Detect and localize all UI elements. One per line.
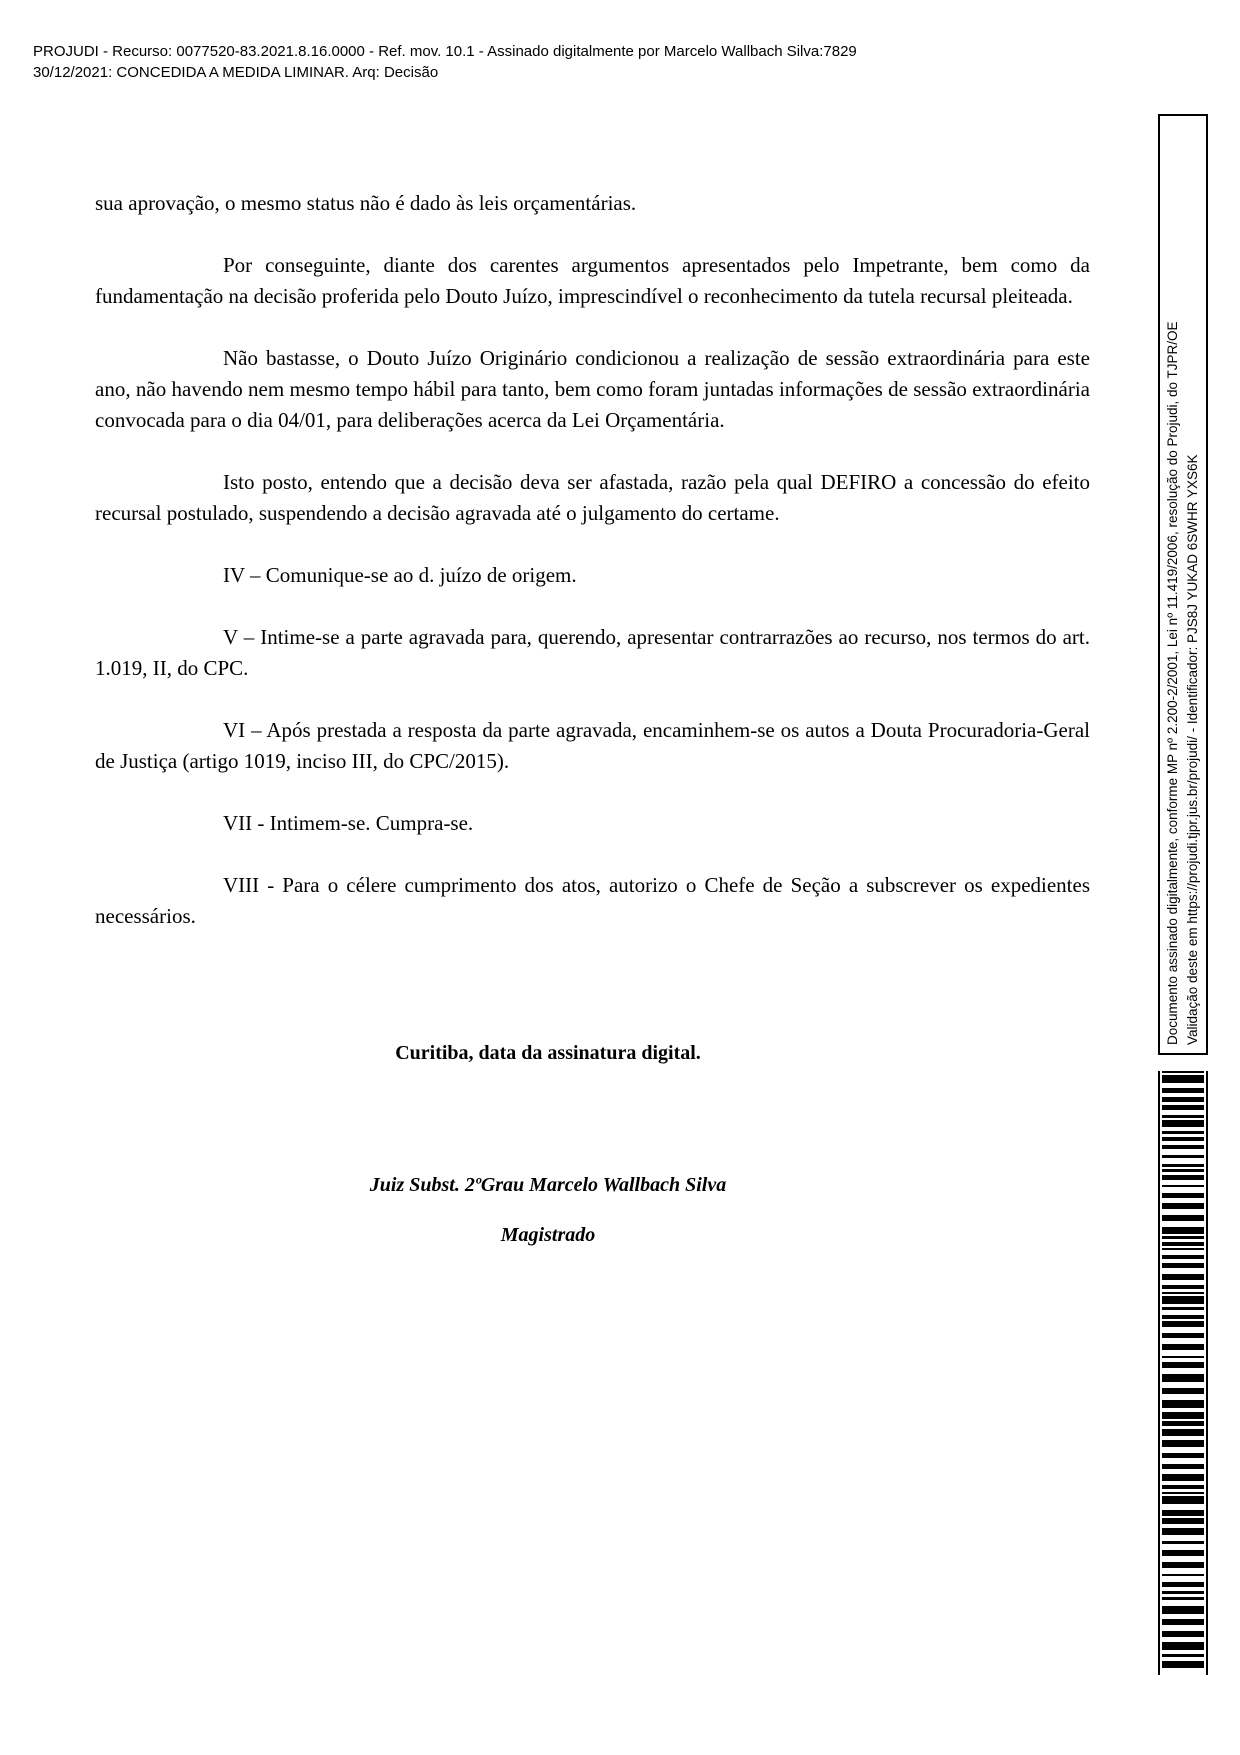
barcode-bar [1162, 1242, 1204, 1246]
barcode-bar [1162, 1137, 1204, 1141]
barcode-bar [1162, 1631, 1204, 1637]
barcode-bar [1162, 1248, 1204, 1250]
barcode-bar [1162, 1464, 1204, 1469]
paragraph: VI – Após prestada a resposta da parte agravada, encaminhem-se os autos a Douta Procuradoria-Geral de Justiça (artigo 1019, inciso III, do CPC/2015). [95, 718, 1090, 773]
paragraph: VIII - Para o célere cumprimento dos atos, autorizo o Chefe de Seção a subscrever os expedientes necessários. [95, 873, 1090, 928]
barcode-bar [1162, 1296, 1204, 1304]
barcode-bar [1162, 1356, 1204, 1358]
barcode-bar [1162, 1227, 1204, 1234]
barcode-bar [1162, 1263, 1204, 1268]
barcode-bar [1162, 1582, 1204, 1587]
barcode-bar [1162, 1321, 1204, 1327]
barcode-bar [1162, 1155, 1204, 1158]
barcode-bar [1162, 1255, 1204, 1259]
barcode-bar [1162, 1485, 1204, 1489]
header-line2: 30/12/2021: CONCEDIDA A MEDIDA LIMINAR. Arq: Decisão [33, 64, 439, 81]
barcode-bar [1162, 1145, 1204, 1149]
validation-line1: Documento assinado digitalmente, conforme MP nº 2.200-2/2001, Lei nº 11.419/2006, resolução do Projudi, do TJPR/OE [1165, 321, 1180, 1045]
dateline: Curitiba, data da assinatura digital. [395, 1042, 701, 1064]
paragraph: Por conseguinte, diante dos carentes argumentos apresentados pelo Impetrante, bem como da fundamentação na decisão proferida pelo Douto Juízo, imprescindível o reconhecimento da tutela recursal pleiteada. [95, 253, 1090, 308]
barcode-bar [1162, 1105, 1204, 1110]
barcode-bar [1162, 1518, 1204, 1524]
barcode-bar [1162, 1528, 1204, 1535]
barcode-bar [1162, 1474, 1204, 1481]
barcode-bar [1162, 1088, 1204, 1093]
barcode-bar [1162, 1661, 1204, 1668]
barcode-bar [1162, 1164, 1204, 1167]
barcode-bar [1162, 1510, 1204, 1516]
paragraph: VII - Intimem-se. Cumpra-se. [223, 811, 474, 835]
barcode-bar [1162, 1169, 1204, 1172]
barcode-bar [1162, 1429, 1204, 1436]
barcode-bar [1162, 1606, 1204, 1614]
barcode-bar [1162, 1412, 1204, 1419]
barcode-bar [1162, 1274, 1204, 1280]
signature-name: Juiz Subst. 2ºGrau Marcelo Wallbach Silva [369, 1174, 727, 1196]
barcode-bar [1162, 1193, 1204, 1198]
barcode-bar [1162, 1097, 1204, 1102]
barcode-bar [1162, 1550, 1204, 1556]
barcode-bar [1162, 1075, 1204, 1083]
barcode-bar [1162, 1236, 1204, 1239]
barcode-bar [1162, 1496, 1204, 1504]
barcode-bar [1162, 1388, 1204, 1394]
signature-role: Magistrado [500, 1224, 596, 1246]
barcode-bar [1162, 1362, 1204, 1368]
barcode-bar [1162, 1120, 1204, 1127]
barcode-bar [1162, 1619, 1204, 1625]
barcode-bar [1162, 1292, 1204, 1294]
barcode-bar [1162, 1307, 1204, 1310]
barcode-bar [1162, 1562, 1204, 1568]
barcode-bar [1162, 1131, 1204, 1134]
barcode-bar [1162, 1574, 1204, 1576]
decision-body [95, 188, 1090, 963]
barcode-bar [1162, 1541, 1204, 1544]
barcode-bar [1162, 1215, 1204, 1221]
barcode-bar [1162, 1285, 1204, 1289]
paragraph: sua aprovação, o mesmo status não é dado às leis orçamentárias. [95, 191, 637, 215]
barcode-bar [1162, 1492, 1204, 1494]
header-line1: PROJUDI - Recurso: 0077520-83.2021.8.16.0000 - Ref. mov. 10.1 - Assinado digitalmente por Marcelo Wallbach Silva:7829 [33, 43, 857, 60]
barcode-bar [1162, 1115, 1204, 1118]
barcode-bar [1162, 1374, 1204, 1382]
paragraph: Isto posto, entendo que a decisão deva ser afastada, razão pela qual DEFIRO a concessão do efeito recursal postulado, suspendendo a decisão agravada até o julgamento do certame. [95, 470, 1090, 525]
barcode-bar [1162, 1185, 1204, 1187]
barcode-bar [1162, 1071, 1204, 1073]
barcode [1158, 1071, 1208, 1675]
paragraph: V – Intime-se a parte agravada para, querendo, apresentar contrarrazões ao recurso, nos termos do art. 1.019, II, do CPC. [95, 625, 1090, 680]
barcode-bar [1162, 1642, 1204, 1650]
barcode-bar [1162, 1315, 1204, 1319]
barcode-bar [1162, 1654, 1204, 1657]
validation-text [1160, 116, 1206, 1053]
paragraph: IV – Comunique-se ao d. juízo de origem. [223, 563, 577, 587]
barcode-bar [1162, 1333, 1204, 1338]
barcode-bar [1162, 1597, 1204, 1600]
barcode-bar [1162, 1591, 1204, 1594]
barcode-bar [1162, 1440, 1204, 1447]
barcode-bar [1162, 1175, 1204, 1180]
validation-line2: Validação deste em https://projudi.tjpr.jus.br/projudi/ - Identificador: PJS8J YUKAD 6SWHR YXS6K [1185, 454, 1200, 1045]
signature-validation-box [1158, 114, 1208, 1055]
barcode-bar [1162, 1400, 1204, 1408]
barcode-bar [1162, 1344, 1204, 1350]
projudi-header [33, 41, 857, 83]
paragraph: Não bastasse, o Douto Juízo Originário condicionou a realização de sessão extraordinária para este ano, não havendo nem mesmo tempo hábil para tanto, bem como foram juntadas informações de sessão extraordinária convocada para o dia 04/01, para deliberações acerca da Lei Orçamentária. [95, 346, 1090, 432]
barcode-bar [1162, 1453, 1204, 1458]
barcode-bar [1162, 1421, 1204, 1426]
barcode-bar [1162, 1203, 1204, 1209]
